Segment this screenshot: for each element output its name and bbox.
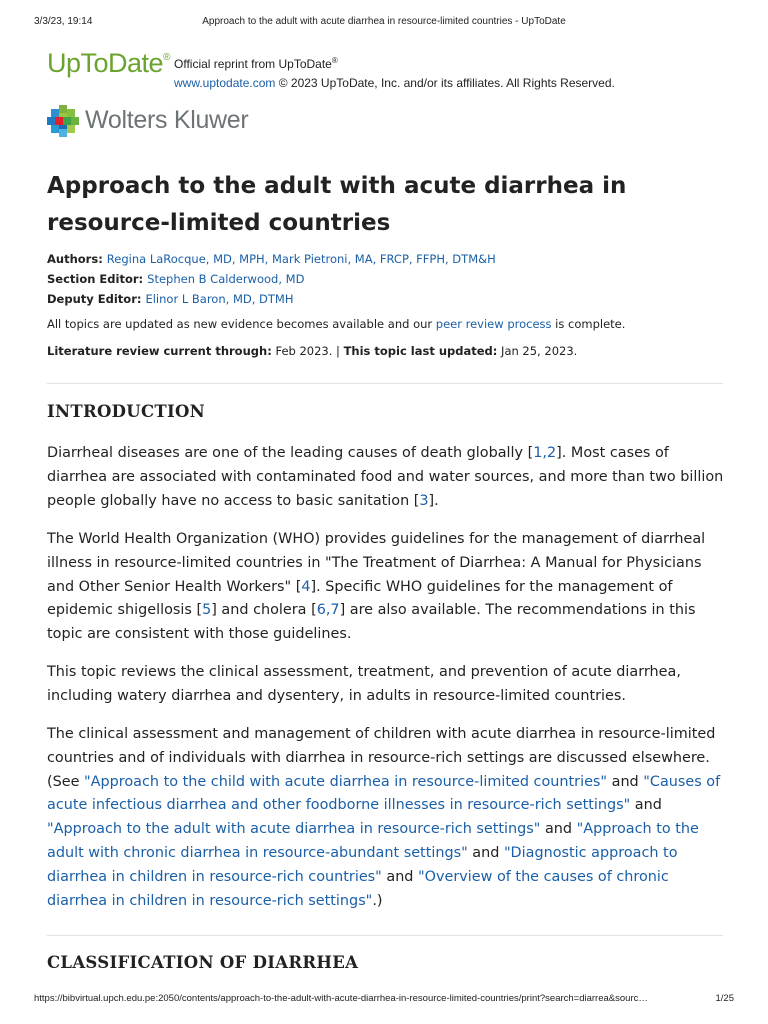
- wolters-kluwer-wordmark: Wolters Kluwer: [85, 106, 249, 134]
- last-updated-value: Jan 25, 2023.: [497, 344, 578, 358]
- divider: [47, 383, 723, 384]
- authors-value[interactable]: Regina LaRocque, MD, MPH, Mark Pietroni, MA, FRCP, FFPH, DTM&H: [106, 252, 496, 266]
- intro-paragraph-4: The clinical assessment and management of children with acute diarrhea in resource-limited countries and of individuals with diarrhea in resource-rich settings are discussed elsewhere. (See "Approach to the child with acute diarrhea in resource-limited countries" and "Causes of acute infectious diarrhea and other foodborne illnesses in resource-rich settings" and "Approach to the adult with acute diarrhea in resource-rich settings" and "Approach to the adult with chronic diarrhea in resource-abundant settings" and "Diagnostic approach to diarrhea in children in resource-rich countries" and "Overview of the causes of chronic diarrhea in children in resource-rich settings".): [47, 726, 721, 909]
- registered-mark: ®: [163, 52, 170, 63]
- wolters-kluwer-mark-icon: [47, 105, 79, 137]
- topic-link[interactable]: "Causes of acute infectious diarrhea and other foodborne illnesses in resource-rich settings": [47, 773, 721, 814]
- print-url: https://bibvirtual.upch.edu.pe:2050/contents/approach-to-the-adult-with-acute-diarrhea-in-resource-limited-countries/print?search=diarrea&sourc…: [34, 993, 648, 1004]
- print-datetime: 3/3/23, 19:14: [34, 16, 93, 27]
- uptodate-site-link[interactable]: www.uptodate.com: [174, 76, 276, 90]
- registered-mark: ®: [331, 56, 338, 65]
- update-note: All topics are updated as new evidence becomes available and our peer review process is complete.: [47, 317, 626, 331]
- intro-paragraph-2: The World Health Organization (WHO) provides guidelines for the management of diarrheal illness in resource-limited countries in "The Treatment of Diarrhea: A Manual for Physicians and Other Senior Health Workers" [4]. Specific WHO guidelines for the management of epidemic shigellosis [5] and cholera [6,7] are also available. The recommendations in this topic are consistent with those guidelines.: [47, 531, 706, 643]
- print-page-title: Approach to the adult with acute diarrhea in resource-limited countries - UpToDate: [202, 16, 566, 27]
- deputy-editor-value[interactable]: Elinor L Baron, MD, DTMH: [145, 292, 294, 306]
- topic-link[interactable]: "Diagnostic approach to diarrhea in children in resource-rich countries": [47, 844, 678, 885]
- reprint-notice: [174, 51, 694, 93]
- reference-link[interactable]: 1,2: [533, 445, 557, 461]
- peer-review-link[interactable]: peer review process: [435, 317, 552, 331]
- uptodate-logo[interactable]: UpToDate®: [47, 48, 170, 78]
- copyright-text: © 2023 UpToDate, Inc. and/or its affiliates. All Rights Reserved.: [275, 76, 615, 90]
- lit-review-value: Feb 2023. |: [271, 344, 344, 358]
- intro-paragraph-3: This topic reviews the clinical assessment, treatment, and prevention of acute diarrhea, including watery diarrhea and dysentery, in adults in resource-limited countries.: [47, 664, 681, 704]
- deputy-editor-label: Deputy Editor:: [47, 292, 142, 306]
- deputy-editor-row: [47, 289, 727, 309]
- section-editor-label: Section Editor:: [47, 272, 144, 286]
- topic-link[interactable]: "Approach to the adult with acute diarrhea in resource-rich settings": [47, 821, 541, 838]
- authors-row: [47, 249, 727, 269]
- section-editor-row: [47, 269, 727, 289]
- reference-link[interactable]: 6,7: [316, 602, 340, 619]
- topic-link[interactable]: "Overview of the causes of chronic diarrhea in children in resource-rich settings": [47, 868, 669, 909]
- article-title: Approach to the adult with acute diarrhea in resource-limited countries: [47, 173, 627, 236]
- reprint-line: Official reprint from UpToDate: [174, 57, 332, 71]
- topic-link[interactable]: "Approach to the adult with chronic diarrhea in resource-abundant settings": [47, 821, 699, 861]
- authors-label: Authors:: [47, 252, 103, 266]
- introduction-heading: INTRODUCTION: [47, 402, 206, 421]
- reference-link[interactable]: 4: [301, 578, 311, 595]
- intro-paragraph-1: Diarrheal diseases are one of the leading causes of death globally [1,2]. Most cases of diarrhea are associated with contaminated food and water sources, and more than two billion people globally have no access to basic sanitation [3].: [47, 445, 724, 509]
- classification-heading: CLASSIFICATION OF DIARRHEA: [47, 953, 359, 972]
- section-editor-value[interactable]: Stephen B Calderwood, MD: [147, 272, 305, 286]
- topic-link[interactable]: "Approach to the child with acute diarrhea in resource-limited countries": [84, 773, 608, 790]
- review-dates: [47, 342, 727, 360]
- reference-link[interactable]: 5: [202, 602, 212, 619]
- reference-link[interactable]: 3: [419, 492, 429, 509]
- article-meta: [47, 249, 727, 309]
- page-number: 1/25: [715, 993, 734, 1004]
- lit-review-label: Literature review current through:: [47, 344, 272, 358]
- divider: [47, 935, 723, 936]
- last-updated-label: This topic last updated:: [343, 344, 498, 358]
